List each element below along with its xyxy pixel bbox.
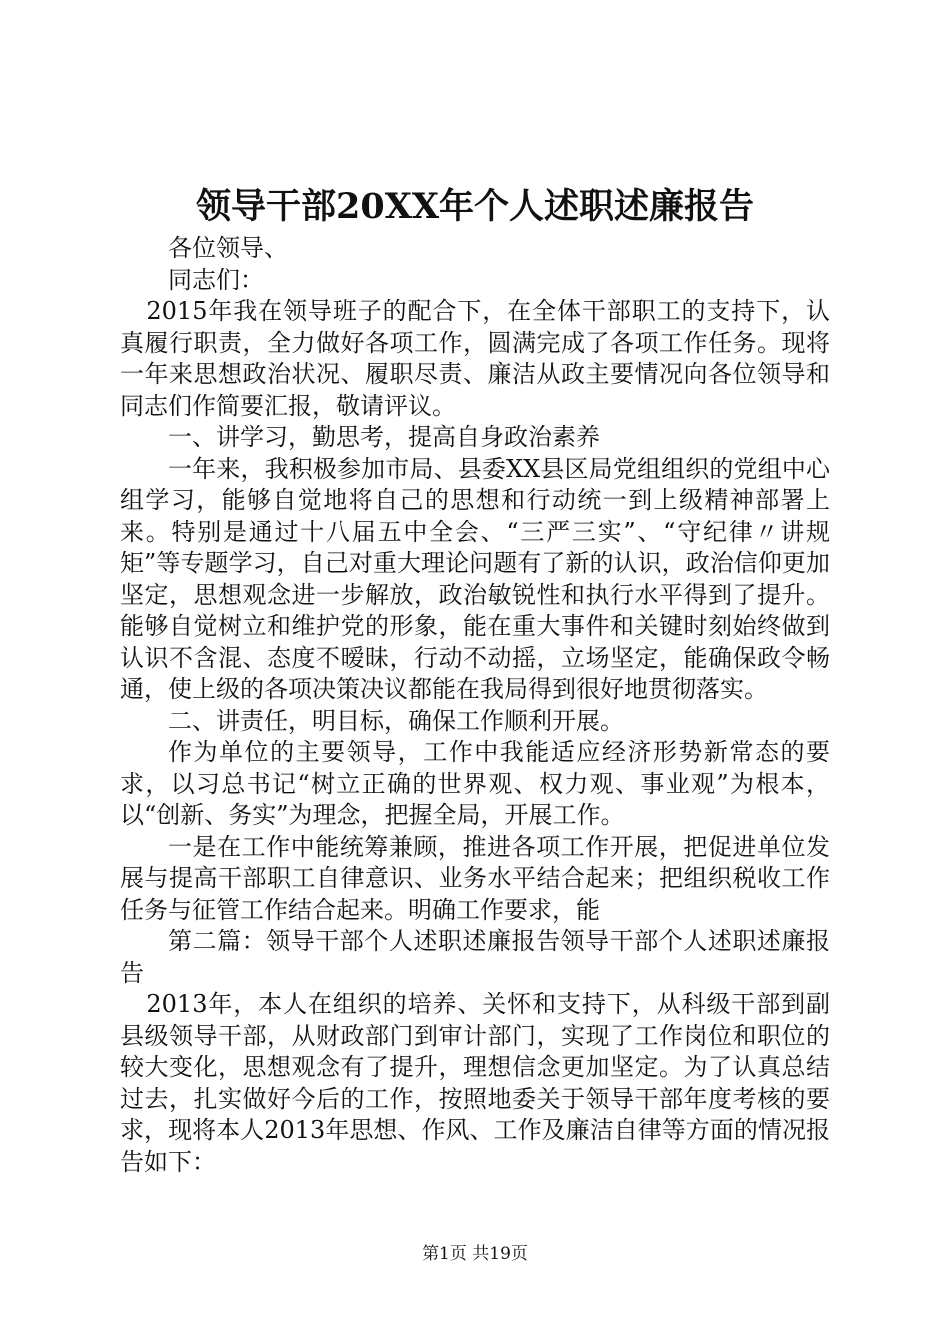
salutation-line-2: 同志们： bbox=[168, 265, 264, 294]
document-body bbox=[120, 233, 830, 1178]
paragraph-responsibility: 作为单位的主要领导，工作中我能适应经济形势新常态的要求，以习总书记“树立正确的世界观、权力观、事业观”为根本，以“创新、务实”为理念，把握全局，开展工作。 bbox=[120, 738, 830, 829]
paragraph-study: 一年来，我积极参加市局、县委XX县区局党组组织的党组中心组学习，能够自觉地将自己的思想和行动统一到上级精神部署上来。特别是通过十八届五中全会、“三严三实”、“守纪律〃讲规矩”等专题学习，自己对重大理论问题有了新的认识，政治信仰更加坚定，思想观念进一步解放，政治敏锐性和执行水平得到了提升。能够自觉树立和维护党的形象，能在重大事件和关键时刻始终做到认识不含混、态度不暧昧，行动不动摇，立场坚定，能确保政令畅通，使上级的各项决策决议都能在我局得到很好地贯彻落实。 bbox=[120, 454, 830, 703]
paragraph-coordination: 一是在工作中能统筹兼顾，推进各项工作开展，把促进单位发展与提高干部职工自律意识、业务水平结合起来；把组织税收工作任务与征管工作结合起来。明确工作要求，能 bbox=[120, 832, 830, 924]
second-article-heading: 第二篇：领导干部个人述职述廉报告领导干部个人述职述廉报告 bbox=[120, 927, 830, 987]
section-heading-1: 一、讲学习，勤思考，提高自身政治素养 bbox=[168, 423, 600, 451]
salutation-line-1: 各位领导、 bbox=[168, 234, 288, 262]
document-title: 领导干部20XX年个人述职述廉报告 bbox=[195, 186, 755, 227]
section-heading-2: 二、讲责任，明目标，确保工作顺利开展。 bbox=[168, 706, 624, 735]
paragraph-2013-report: 2013年，本人在组织的培养、关怀和支持下，从科级干部到副县级领导干部，从财政部门到审计部门，实现了工作岗位和职位的较大变化，思想观念有了提升，理想信念更加坚定。为了认真总结过去，扎实做好今后的工作，按照地委关于领导干部年度考核的要求，现将本人2013年思想、作风、工作及廉洁自律等方面的情况报告如下： bbox=[120, 990, 830, 1176]
paragraph-intro: 2015年我在领导班子的配合下，在全体干部职工的支持下，认真履行职责，全力做好各项工作，圆满完成了各项工作任务。现将一年来思想政治状况、履职尽责、廉洁从政主要情况向各位领导和同志们作简要汇报，敬请评议。 bbox=[120, 297, 830, 420]
page-number-footer: 第1页 共19页 bbox=[422, 1244, 528, 1264]
